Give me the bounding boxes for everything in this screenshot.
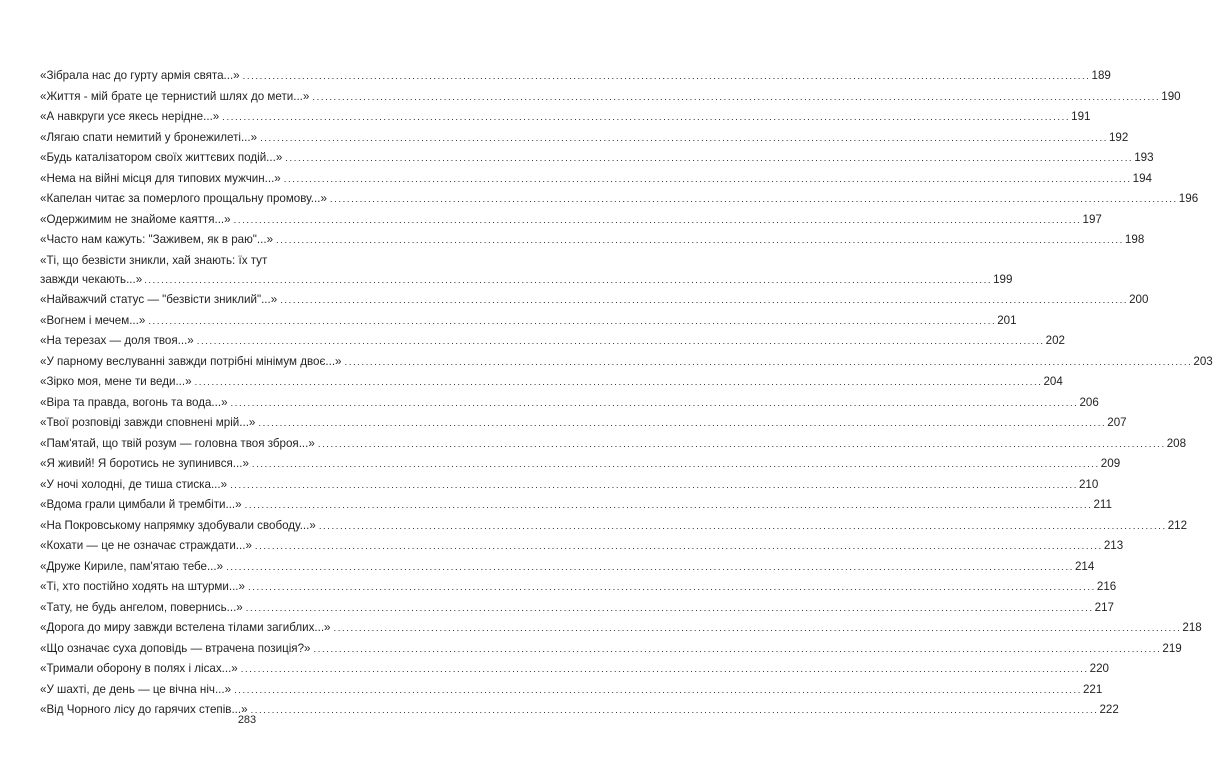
dot-leader: ........................................................................................................................................................................................................ (344, 356, 1193, 368)
toc-entry-title: «Твої розповіді завжди сповнені мрій...» (40, 416, 256, 429)
toc-entry (40, 659, 1109, 680)
toc-entry-page: 203 (1193, 354, 1213, 368)
toc-entry (40, 495, 1112, 516)
toc-entry (40, 639, 1182, 660)
toc-entry-title: «У парному веслуванні завжди потрібні мінімум двоє...» (40, 354, 342, 368)
toc-entry-page: 199 (993, 272, 1013, 286)
toc-entry (40, 413, 1127, 434)
dot-leader: ........................................................................................................................................................................................................ (222, 112, 1071, 123)
toc-entry (40, 169, 1152, 190)
toc-entry (40, 393, 1099, 414)
dot-leader: ........................................................................................................................................................................................................ (234, 684, 1082, 696)
dot-leader: ........................................................................................................................................................................................................ (318, 520, 1167, 532)
toc-entry (40, 352, 1213, 373)
toc-entry (40, 680, 1103, 701)
dot-leader: ........................................................................................................................................................................................................ (251, 459, 1100, 470)
toc-entry-title: «Тримали оборону в полях і лісах...» (40, 662, 238, 675)
toc-entry-title: «На Покровському напрямку здобували свободу...» (40, 518, 316, 532)
toc-entry (40, 454, 1121, 475)
toc-entry-title: «Від Чорного лісу до гарячих степів...» (40, 703, 248, 716)
toc-entry (40, 557, 1095, 578)
toc-entry (40, 189, 1199, 210)
toc-entry-title: «Кохати — це не означає страждати...» (40, 539, 252, 552)
toc-entry-title: «Зібрала нас до гурту армія свята...» (40, 69, 240, 82)
dot-leader: ........................................................................................................................................................................................................ (254, 541, 1103, 552)
toc-entry-page: 209 (1100, 457, 1121, 470)
toc-entry-title: «На терезах — доля твоя...» (40, 334, 194, 347)
toc-entry-page: 201 (997, 313, 1017, 327)
dot-leader: ........................................................................................................................................................................................................ (244, 500, 1093, 511)
toc-entry (40, 128, 1129, 149)
toc-entry (40, 311, 1017, 332)
dot-leader: ........................................................................................................................................................................................................ (245, 602, 1094, 614)
toc-entry-title: «У ночі холодні, де тиша стиска...» (40, 477, 228, 491)
toc-entry-title: «Найважчий статус — "безвісти зниклий"...» (40, 293, 278, 306)
dot-leader: ........................................................................................................................................................................................................ (144, 274, 993, 286)
toc-entry-page: 211 (1093, 498, 1112, 511)
dot-leader: ........................................................................................................................................................................................................ (283, 173, 1132, 185)
toc-entry-page: 196 (1178, 192, 1199, 205)
toc-entry-title-line1: «Ті, що безвісти зникли, хай знають: їх тут (40, 253, 268, 267)
dot-leader: ........................................................................................................................................................................................................ (280, 295, 1129, 306)
toc-entry-title: «Будь каталізатором своїх життєвих подій...» (40, 151, 283, 164)
toc-entry (40, 536, 1124, 557)
toc-entry-title: «Віра та правда, вогонь та вода...» (40, 395, 228, 409)
toc-entry-title: «Життя - мій брате це тернистий шлях до мети...» (40, 89, 310, 103)
toc-entry-title-line2: завжди чекають...» (40, 272, 143, 286)
toc-entry-page: 189 (1091, 69, 1111, 82)
toc-entry-page: 222 (1099, 703, 1119, 716)
toc-entry (40, 107, 1091, 128)
toc-entry-title: «Нема на війні місця для типових мужчин...» (40, 171, 281, 185)
dot-leader: ........................................................................................................................................................................................................ (196, 336, 1045, 347)
toc-entry (40, 434, 1187, 455)
toc-entry (40, 251, 1013, 291)
toc-entry-line2 (40, 270, 1013, 291)
toc-entry-title: «Вогнем і мечем...» (40, 313, 146, 327)
toc-entry-page: 197 (1082, 212, 1102, 226)
dot-leader: ........................................................................................................................................................................................................ (242, 71, 1091, 82)
dot-leader: ........................................................................................................................................................................................................ (250, 705, 1099, 716)
toc-entry-page: 210 (1078, 477, 1099, 491)
toc-entry-title: «Що означає суха доповідь — втрачена позиція?» (40, 641, 311, 655)
dot-leader: ........................................................................................................................................................................................................ (148, 315, 997, 327)
toc-entry-page: 198 (1124, 233, 1145, 246)
toc-entry-title: «Одержимим не знайоме каяття...» (40, 212, 231, 226)
toc-entry-page: 207 (1107, 416, 1127, 429)
toc-entry-title: «Вдома грали цимбали й трембіти...» (40, 498, 242, 511)
toc-entry-title: «Я живий! Я боротись не зупинився...» (40, 457, 249, 470)
toc-entry-title: «Часто нам кажуть: "Заживем, як в раю"...» (40, 233, 274, 246)
toc-entry-page: 200 (1129, 293, 1149, 306)
toc-entry (40, 230, 1145, 251)
toc-entry-page: 191 (1071, 110, 1091, 123)
toc-entry (40, 331, 1065, 352)
toc-entry-title: «Пам'ятай, що твій розум — головна твоя зброя...» (40, 436, 315, 450)
toc-entry-page: 219 (1162, 641, 1182, 655)
toc-entry-title: «Зірко моя, мене ти веди...» (40, 375, 192, 388)
dot-leader: ........................................................................................................................................................................................................ (194, 377, 1043, 388)
toc-entry-page: 213 (1103, 539, 1124, 552)
toc-entry-page: 204 (1043, 375, 1063, 388)
dot-leader: ........................................................................................................................................................................................................ (276, 235, 1124, 246)
dot-leader: ........................................................................................................................................................................................................ (240, 664, 1089, 675)
dot-leader: ........................................................................................................................................................................................................ (233, 214, 1082, 226)
dot-leader: ........................................................................................................................................................................................................ (260, 132, 1108, 144)
toc-entry-title: «Капелан читає за померлого прощальну промову...» (40, 192, 327, 205)
dot-leader: ........................................................................................................................................................................................................ (312, 91, 1161, 103)
toc-entry (40, 475, 1099, 496)
table-of-contents (40, 66, 1213, 721)
toc-entry-page: 194 (1132, 171, 1152, 185)
toc-entry-page: 206 (1079, 395, 1099, 409)
toc-entry-page: 212 (1167, 518, 1188, 532)
dot-leader: ........................................................................................................................................................................................................ (333, 623, 1182, 634)
toc-entry-page: 192 (1108, 130, 1129, 144)
dot-leader: ........................................................................................................................................................................................................ (247, 582, 1096, 593)
toc-entry-page: 190 (1161, 89, 1181, 103)
page-number: 283 (237, 714, 257, 726)
dot-leader: ........................................................................................................................................................................................................ (258, 418, 1107, 429)
dot-leader: ........................................................................................................................................................................................................ (226, 561, 1074, 573)
dot-leader: ........................................................................................................................................................................................................ (285, 153, 1134, 164)
toc-entry-page: 218 (1182, 621, 1202, 634)
dot-leader: ........................................................................................................................................................................................................ (317, 438, 1166, 450)
toc-entry (40, 618, 1202, 639)
toc-entry-page: 208 (1166, 436, 1187, 450)
toc-entry (40, 87, 1181, 108)
toc-entry-title: «Тату, не будь ангелом, повернись...» (40, 600, 243, 614)
toc-entry-title: «У шахті, де день — це вічна ніч...» (40, 682, 232, 696)
toc-entry (40, 66, 1111, 87)
toc-entry-title: «Дорога до миру завжди встелена тілами загиблих...» (40, 621, 331, 634)
toc-entry-page: 193 (1134, 151, 1154, 164)
toc-entry-page: 217 (1094, 600, 1114, 614)
toc-entry-title: «Лягаю спати немитий у бронежилеті...» (40, 130, 258, 144)
toc-entry-title: «Ті, хто постійно ходять на штурми...» (40, 580, 245, 593)
dot-leader: ........................................................................................................................................................................................................ (230, 397, 1079, 409)
toc-entry-page: 216 (1096, 580, 1117, 593)
dot-leader: ........................................................................................................................................................................................................ (230, 479, 1078, 491)
toc-entry (40, 210, 1102, 231)
toc-entry-title: «Друже Кириле, пам'ятаю тебе...» (40, 559, 224, 573)
toc-entry (40, 516, 1188, 537)
toc-entry (40, 148, 1154, 169)
toc-entry-page: 214 (1074, 559, 1095, 573)
dot-leader: ........................................................................................................................................................................................................ (313, 643, 1162, 655)
dot-leader: ........................................................................................................................................................................................................ (329, 194, 1178, 205)
toc-entry-page: 221 (1082, 682, 1103, 696)
toc-entry-page: 220 (1089, 662, 1109, 675)
toc-entry (40, 290, 1149, 311)
toc-entry (40, 577, 1117, 598)
toc-entry (40, 598, 1114, 619)
toc-entry (40, 372, 1063, 393)
toc-entry-title: «А навкруги усе якесь нерідне...» (40, 110, 220, 123)
toc-entry-page: 202 (1045, 334, 1065, 347)
